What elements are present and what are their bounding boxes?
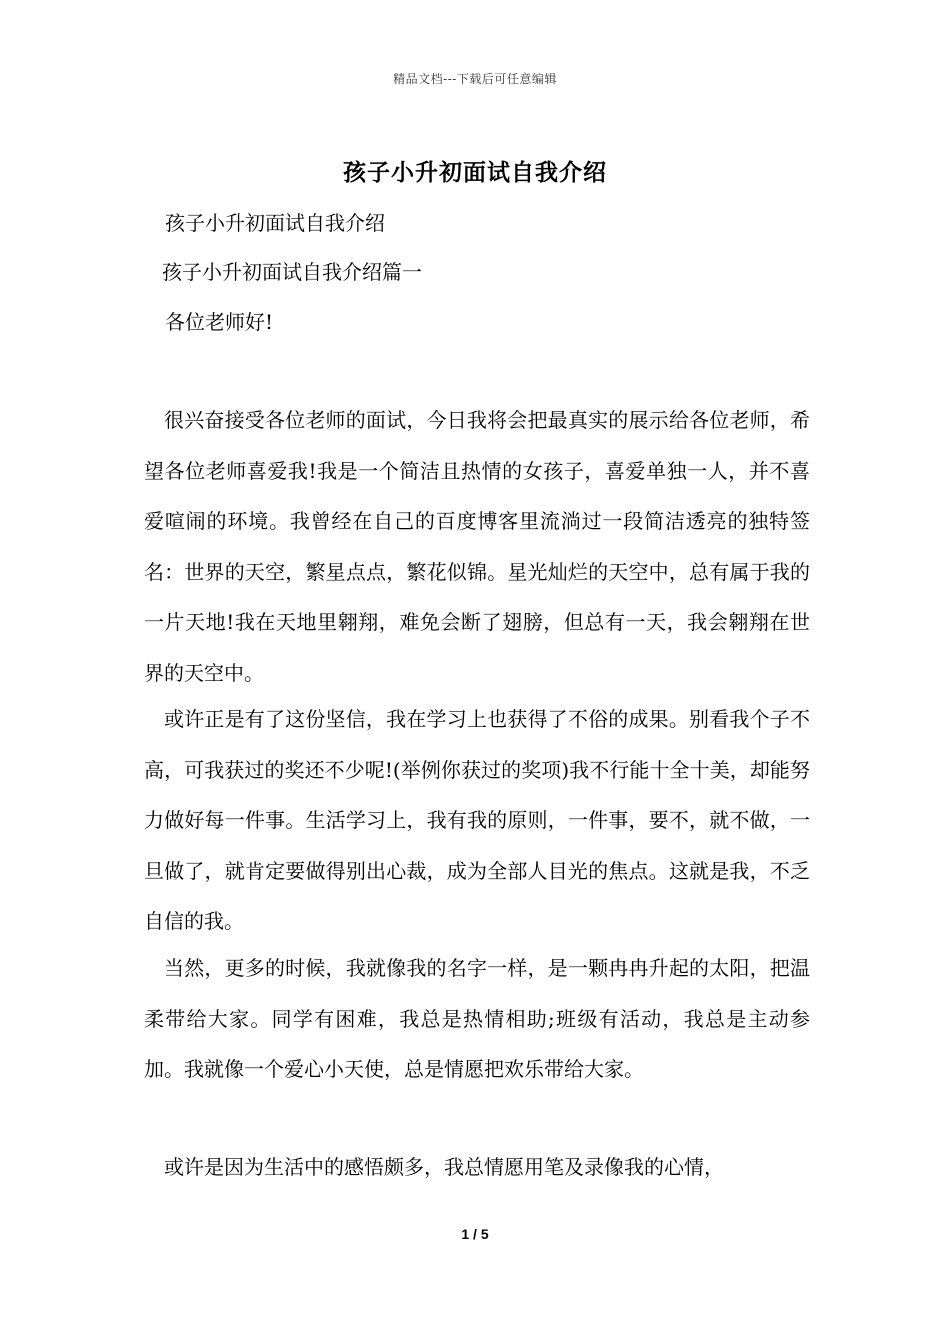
document-title: 孩子小升初面试自我介绍 <box>343 159 607 186</box>
header-note: 精品文档---下载后可任意编辑 <box>393 72 557 86</box>
body-paragraph: 很兴奋接受各位老师的面试，今日我将会把最真实的展示给各位老师，希望各位老师喜爱我!我是一个简洁且热情的女孩子，喜爱单独一人，并不喜爱喧闹的环境。我曾经在自己的百度博客里流淌过一段简洁透亮的独特签名：世界的天空，繁星点点，繁花似锦。星光灿烂的天空中，总有属于我的一片天地!我在天地里翱翔，难免会断了翅膀，但总有一天，我会翱翔在世界的天空中。 <box>144 408 810 685</box>
page-number: 1 / 5 <box>461 1226 489 1242</box>
section-heading: 孩子小升初面试自我介绍篇一 <box>162 260 422 284</box>
body-paragraph: 或许正是有了这份坚信，我在学习上也获得了不俗的成果。别看我个子不高，可我获过的奖还不少呢!(举例你获过的奖项)我不行能十全十美，却能努力做好每一件事。生活学习上，我有我的原则，一件事，要不，就不做，一旦做了，就肯定要做得别出心裁，成为全部人目光的焦点。这就是我，不乏自信的我。 <box>144 707 810 933</box>
body-paragraph: 或许是因为生活中的感悟颇多，我总情愿用笔及录像我的心情， <box>164 1155 724 1179</box>
body-paragraph: 当然，更多的时候，我就像我的名字一样，是一颗冉冉升起的太阳，把温柔带给大家。同学有困难，我总是热情相助;班级有活动，我总是主动参加。我就像一个爱心小天使，总是情愿把欢乐带给大家。 <box>144 956 810 1081</box>
subtitle-line: 孩子小升初面试自我介绍 <box>165 211 385 235</box>
greeting-line: 各位老师好! <box>165 310 274 334</box>
